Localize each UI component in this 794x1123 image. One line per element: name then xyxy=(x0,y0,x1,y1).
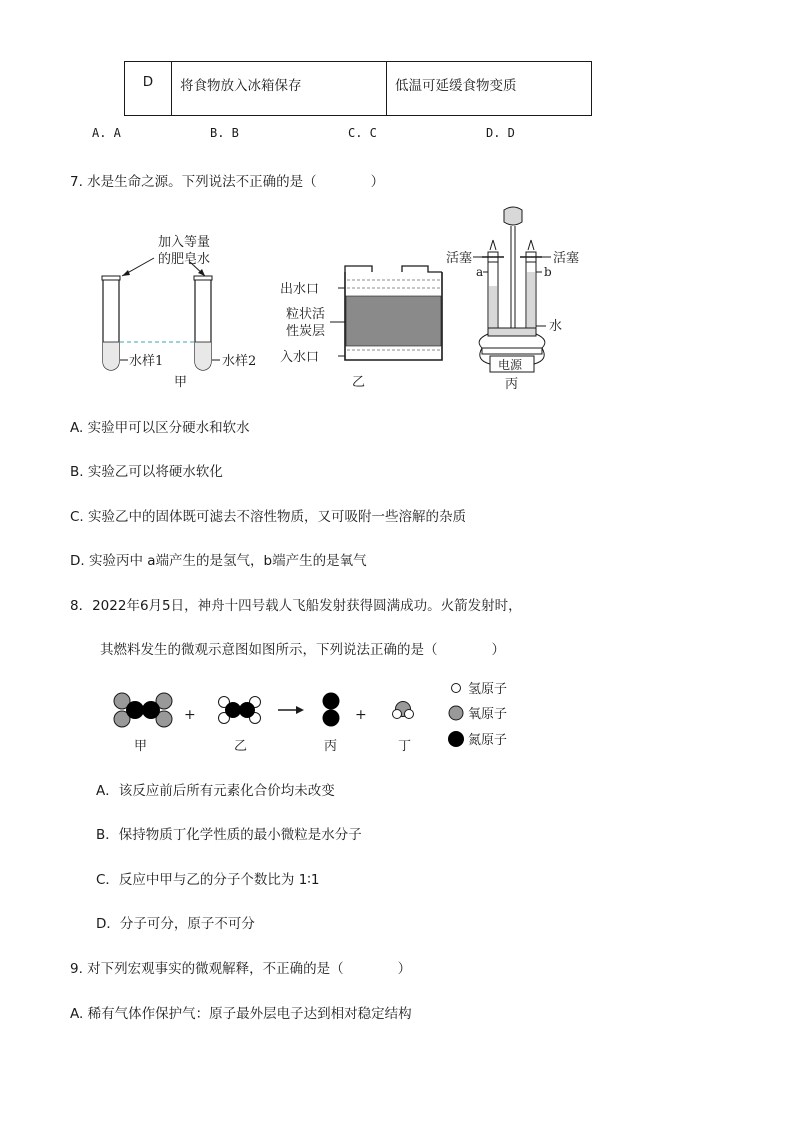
yi-layer-2: 性炭层 xyxy=(286,324,326,339)
jia-caption: 甲 xyxy=(174,375,188,390)
atom-legend xyxy=(448,682,507,748)
legend-nitrogen-swatch xyxy=(448,731,464,747)
label-ding: 丁 xyxy=(398,739,412,754)
q6-option-a: A. A xyxy=(92,126,121,140)
q7-option-c: C. 实验乙中的固体既可滤去不溶性物质，又可吸附一些溶解的杂质 xyxy=(70,509,467,525)
yi-outlet: 出水口 xyxy=(280,282,320,297)
q8-reaction-figure xyxy=(100,672,540,754)
legend-nitrogen: 氮原子 xyxy=(468,733,508,748)
answer-table xyxy=(124,61,592,116)
q8-option-b: B．保持物质丁化学性质的最小微粒是水分子 xyxy=(96,827,362,843)
figure-bing xyxy=(446,207,579,392)
jia-label-1: 加入等量 xyxy=(158,235,211,250)
molecule-yi xyxy=(219,697,261,724)
yi-layer-1: 粒状活 xyxy=(286,307,326,322)
yi-inlet: 入水口 xyxy=(280,350,320,365)
yi-caption: 乙 xyxy=(352,375,366,390)
molecule-ding xyxy=(393,702,414,719)
q8-option-a: A．该反应前后所有元素化合价均未改变 xyxy=(96,783,335,799)
label-jia: 甲 xyxy=(134,739,148,754)
table-cell-action: 将食物放入冰箱保存 xyxy=(172,62,387,116)
jia-label-2: 的肥皂水 xyxy=(158,252,211,267)
table-row xyxy=(125,62,592,116)
legend-hydrogen: 氢原子 xyxy=(468,682,508,697)
q8-stem-2: 其燃料发生的微观示意图如图所示，下列说法正确的是（ ） xyxy=(100,642,505,658)
jia-sample2: 水样2 xyxy=(222,354,257,369)
bing-a: a xyxy=(476,265,484,279)
q7-option-b: B. 实验乙可以将硬水软化 xyxy=(70,464,223,480)
bing-power: 电源 xyxy=(498,358,523,372)
plus-sign-1: + xyxy=(184,707,196,723)
q7-option-d: D. 实验丙中 a端产生的是氢气，b端产生的是氧气 xyxy=(70,553,367,569)
bing-b: b xyxy=(544,265,552,279)
q6-option-d: D. D xyxy=(486,126,515,140)
molecule-bing xyxy=(323,693,340,727)
q9-option-a: A. 稀有气体作保护气：原子最外层电子达到相对稳定结构 xyxy=(70,1006,412,1022)
q7-option-a: A. 实验甲可以区分硬水和软水 xyxy=(70,420,250,436)
label-bing: 丙 xyxy=(324,739,338,754)
legend-oxygen: 氧原子 xyxy=(468,707,508,722)
molecule-jia xyxy=(114,693,172,727)
label-yi: 乙 xyxy=(234,739,248,754)
q8-stem-1: 8．2022年6月5日，神舟十四号载人飞船发射获得圆满成功。火箭发射时， xyxy=(70,598,522,614)
legend-hydrogen-swatch xyxy=(452,684,461,693)
bing-caption: 丙 xyxy=(505,377,519,392)
plus-sign-2: + xyxy=(355,707,367,723)
figure-jia xyxy=(102,234,256,390)
q9-stem: 9. 对下列宏观事实的微观解释，不正确的是（ ） xyxy=(70,961,412,977)
table-cell-letter: D xyxy=(125,62,172,116)
figure-yi xyxy=(280,266,442,390)
jia-sample1: 水样1 xyxy=(129,354,164,369)
legend-oxygen-swatch xyxy=(449,706,463,720)
bing-water: 水 xyxy=(549,319,563,334)
q7-stem: 7. 水是生命之源。下列说法不正确的是（ ） xyxy=(70,174,385,190)
q6-option-c: C. C xyxy=(348,126,377,140)
q6-option-b: B. B xyxy=(210,126,239,140)
bing-valve-left: 活塞 xyxy=(446,251,473,266)
q7-figure xyxy=(90,200,610,400)
q8-option-c: C．反应中甲与乙的分子个数比为 1∶1 xyxy=(96,872,320,888)
bing-valve-right: 活塞 xyxy=(553,251,580,266)
q8-option-d: D．分子可分，原子不可分 xyxy=(96,916,255,932)
table-cell-reason: 低温可延缓食物变质 xyxy=(387,62,592,116)
